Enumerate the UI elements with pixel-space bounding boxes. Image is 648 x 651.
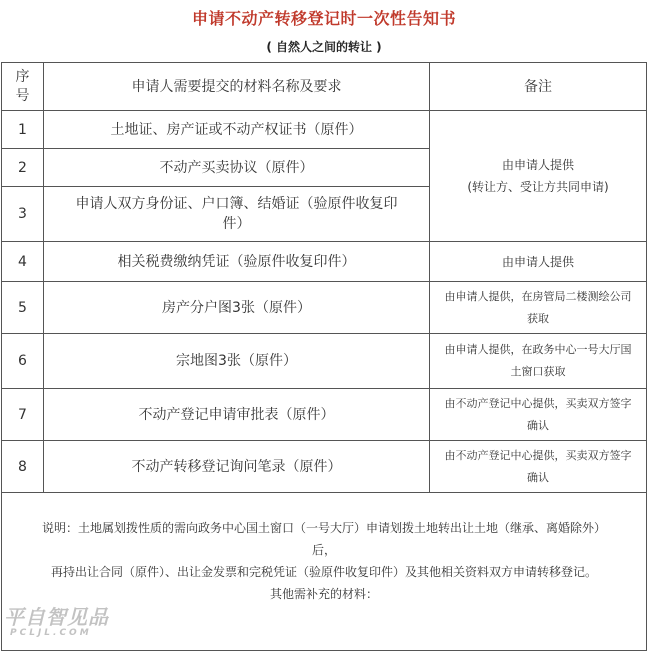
merged-remark-line2: (转让方、受让方共同申请) — [467, 180, 609, 194]
row-material: 宗地图3张（原件） — [44, 334, 430, 389]
row-material: 土地证、房产证或不动产权证书（原件） — [44, 111, 430, 149]
row-no: 7 — [2, 389, 44, 441]
explanation-line-2: 再持出让合同（原件）、出让金发票和完税凭证（验原件收复印件）及其他相关资料双方申请转移登记。 — [50, 565, 597, 579]
row-no: 4 — [2, 242, 44, 282]
table-row — [2, 111, 647, 149]
row-remark: 由不动产登记中心提供，买卖双方签字确认 — [430, 441, 647, 493]
row-no: 8 — [2, 441, 44, 493]
watermark-logo — [4, 606, 109, 638]
row-remark: 由申请人提供，在政务中心一号大厅国土窗口获取 — [430, 334, 647, 389]
row-material: 相关税费缴纳凭证（验原件收复印件） — [44, 242, 430, 282]
row-no: 6 — [2, 334, 44, 389]
table-row — [2, 242, 647, 282]
materials-table — [1, 62, 647, 651]
table-row — [2, 334, 647, 389]
row-no: 3 — [2, 187, 44, 242]
table-row — [2, 282, 647, 334]
row-material: 不动产登记申请审批表（原件） — [44, 389, 430, 441]
page-subtitle: ( 自然人之间的转让 ) — [266, 40, 382, 54]
row-no: 1 — [2, 111, 44, 149]
row-remark: 由申请人提供，在房管局二楼测绘公司获取 — [430, 282, 647, 334]
page-title: 申请不动产转移登记时一次性告知书 — [191, 9, 456, 28]
table-row — [2, 389, 647, 441]
row-material: 申请人双方身份证、户口簿、结婚证（验原件收复印件） — [44, 187, 430, 242]
table-header-row — [2, 63, 647, 111]
merged-remark — [430, 111, 647, 242]
row-no: 5 — [2, 282, 44, 334]
explanation-line-3: 其他需补充的材料： — [269, 587, 378, 601]
header-no: 序 号 — [2, 63, 44, 111]
row-remark: 由申请人提供 — [430, 242, 647, 282]
header-material: 申请人需要提交的材料名称及要求 — [44, 63, 430, 111]
row-material: 房产分户图3张（原件） — [44, 282, 430, 334]
merged-remark-line1: 由申请人提供 — [501, 158, 574, 172]
watermark-main: 平自智见品 — [4, 605, 109, 629]
row-material: 不动产转移登记询问笔录（原件） — [44, 441, 430, 493]
watermark-sub: PCLJL.COM — [10, 628, 92, 638]
table-row — [2, 441, 647, 493]
explanation-line-1: 说明：土地属划拨性质的需向政务中心国土窗口（一号大厅）申请划拨土地转出让土地（继承、离婚除外）后， — [41, 521, 606, 557]
row-remark: 由不动产登记中心提供，买卖双方签字确认 — [430, 389, 647, 441]
header-remark: 备注 — [430, 63, 647, 111]
row-no: 2 — [2, 149, 44, 187]
row-material: 不动产买卖协议（原件） — [44, 149, 430, 187]
